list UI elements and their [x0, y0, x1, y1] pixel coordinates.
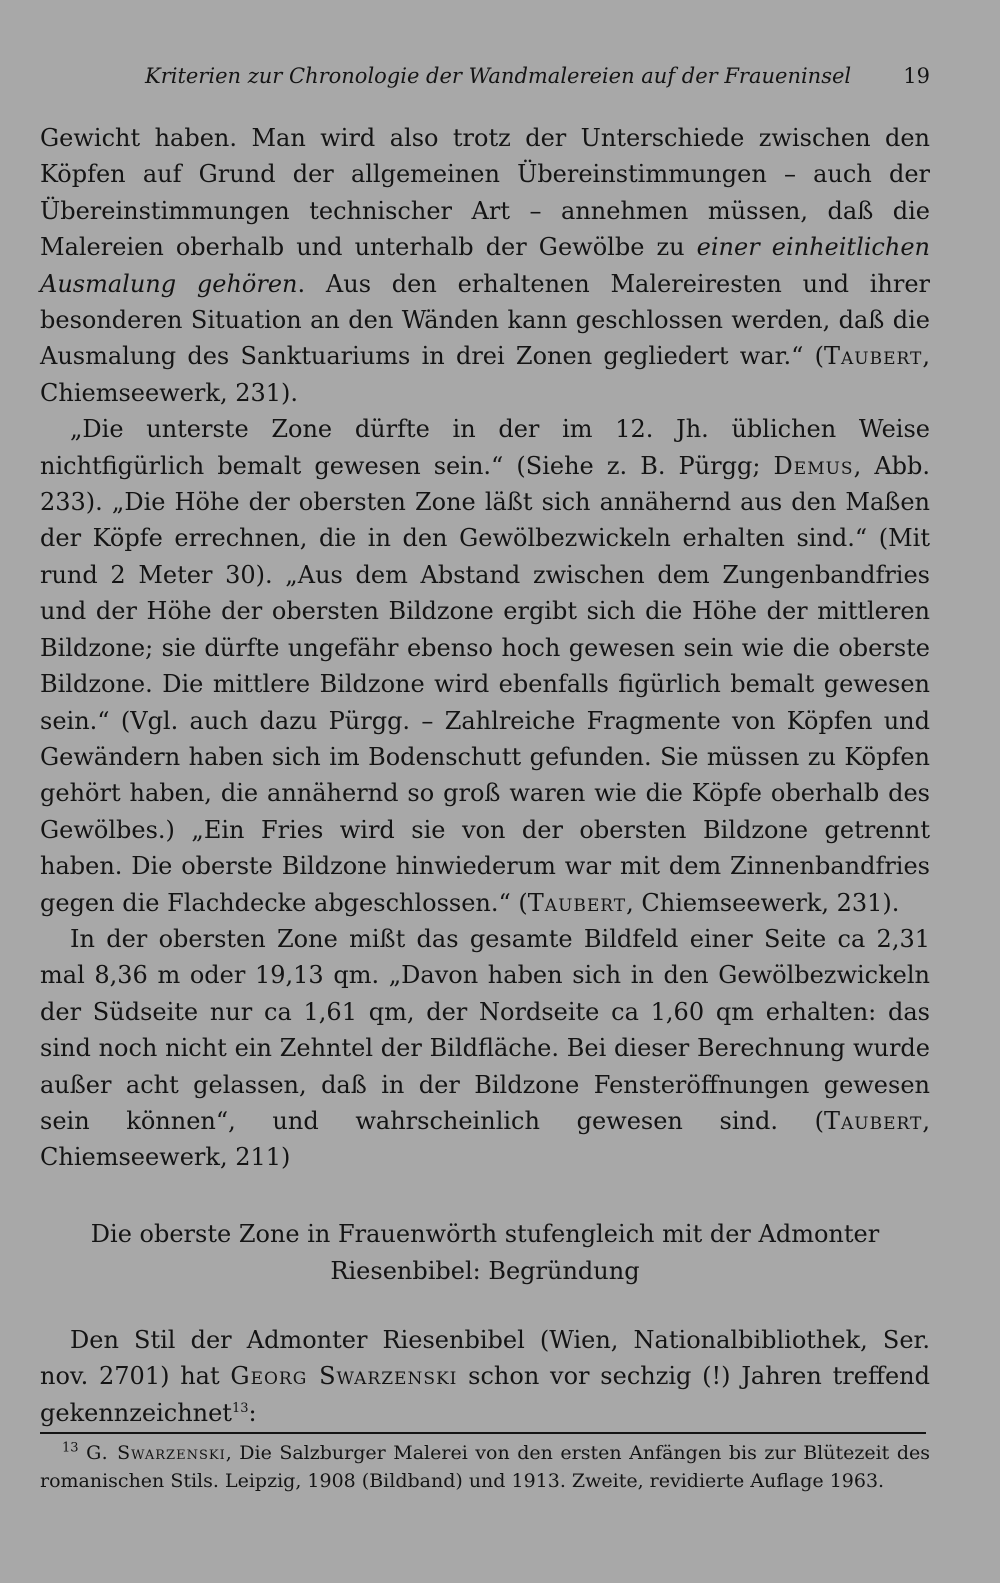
author-name: Georg Swarzenski: [230, 1362, 458, 1391]
footnote-author: G. Swarzenski: [86, 1442, 226, 1464]
page-number: 19: [903, 64, 930, 88]
author-name: Demus: [773, 451, 854, 480]
paragraph-1: Gewicht haben. Man wird also trotz der Unterschiede zwischen den Köpfen auf Grund der allgemeinen Übereinstimmungen – auch der Übereinstimmungen technischer Art – annehmen müssen, daß die Malereien oberhalb und unterhalb der Gewölbe zu einer einheitlichen Ausmalung gehören. Aus den erhaltenen Malereiresten und ihrer besonderen Situation an den Wänden kann geschlossen werden, daß die Ausmalung des Sanktuariums in drei Zonen gegliedert war.“ (Taubert, Chiemseewerk, 231).: [40, 124, 930, 407]
body-text: [40, 120, 930, 1431]
section-heading-line-2: Riesenbibel: Begründung: [330, 1256, 640, 1285]
emphasis-text: einer einheitlichen Ausmalung gehören: [40, 233, 930, 298]
running-head: Kriterien zur Chronologie der Wandmalereien auf der Fraueninsel: [145, 64, 852, 88]
paragraph-4: Den Stil der Admonter Riesenbibel (Wien, Nationalbibliothek, Ser. nov. 2701) hat Georg Swarzenski schon vor sechzig (!) Jahren treffend gekennzeichnet$^{13}$:: [40, 1325, 930, 1427]
paragraph-2: „Die unterste Zone dürfte in der im 12. Jh. üblichen Weise nichtfigürlich bemalt gewesen sein.“ (Siehe z. B. Pürgg; Demus, Abb. 233). „Die Höhe der obersten Zone läßt sich annähernd aus den Maßen der Köpfe errechnen, die in den Gewölbezwickeln erhalten sind.“ (Mit rund 2 Meter 30). „Aus dem Abstand zwischen dem Zungenbandfries und der Höhe der obersten Bildzone ergibt sich die Höhe der mittleren Bildzone; sie dürfte ungefähr ebenso hoch gewesen sein wie die oberste Bildzone. Die mittlere Bildzone wird ebenfalls figürlich bemalt gewesen sein.“ (Vgl. auch dazu Pürgg. – Zahlreiche Fragmente von Köpfen und Gewändern haben sich im Bodenschutt gefunden. Sie müssen zu Köpfen gehört haben, die annähernd so groß waren wie die Köpfe oberhalb des Gewölbes.) „Ein Fries wird sie von der obersten Bildzone getrennt haben. Die oberste Bildzone hinwiederum war mit dem Zinnenbandfries gegen die Flachdecke abgeschlossen.“ (Taubert, Chiemseewerk, 231).: [40, 415, 931, 917]
author-name: Taubert: [824, 342, 923, 371]
footnote-divider: [40, 1432, 926, 1434]
footnote-marker: 13: [62, 1440, 79, 1456]
section-heading-line-1: Die oberste Zone in Frauenwörth stufengleich mit der Admonter: [90, 1219, 880, 1248]
author-name: Taubert: [527, 888, 627, 917]
footnote-13: [40, 1440, 930, 1495]
section-heading: [40, 1216, 930, 1290]
author-name: Taubert: [824, 1106, 923, 1135]
paragraph-3: In der obersten Zone mißt das gesamte Bildfeld einer Seite ca 2,31 mal 8,36 m oder 19,13 qm. „Davon haben sich in den Gewölbezwickeln der Südseite nur ca 1,61 qm, der Nordseite ca 1,60 qm erhalten: das sind noch nicht ein Zehntel der Bildfläche. Bei dieser Berechnung wurde außer acht gelassen, daß in der Bildzone Fensteröffnungen gewesen sein können“, und wahrscheinlich gewesen sind. (Taubert, Chiemseewerk, 211): [40, 924, 930, 1172]
footnote-reference[interactable]: 13: [231, 1400, 249, 1416]
footnote-text: , Die Salzburger Malerei von den ersten Anfängen bis zur Blütezeit des romanischen Stils. Leipzig, 1908 (Bildband) und 1913. Zweite, revidierte Auflage 1963.: [40, 1442, 930, 1492]
